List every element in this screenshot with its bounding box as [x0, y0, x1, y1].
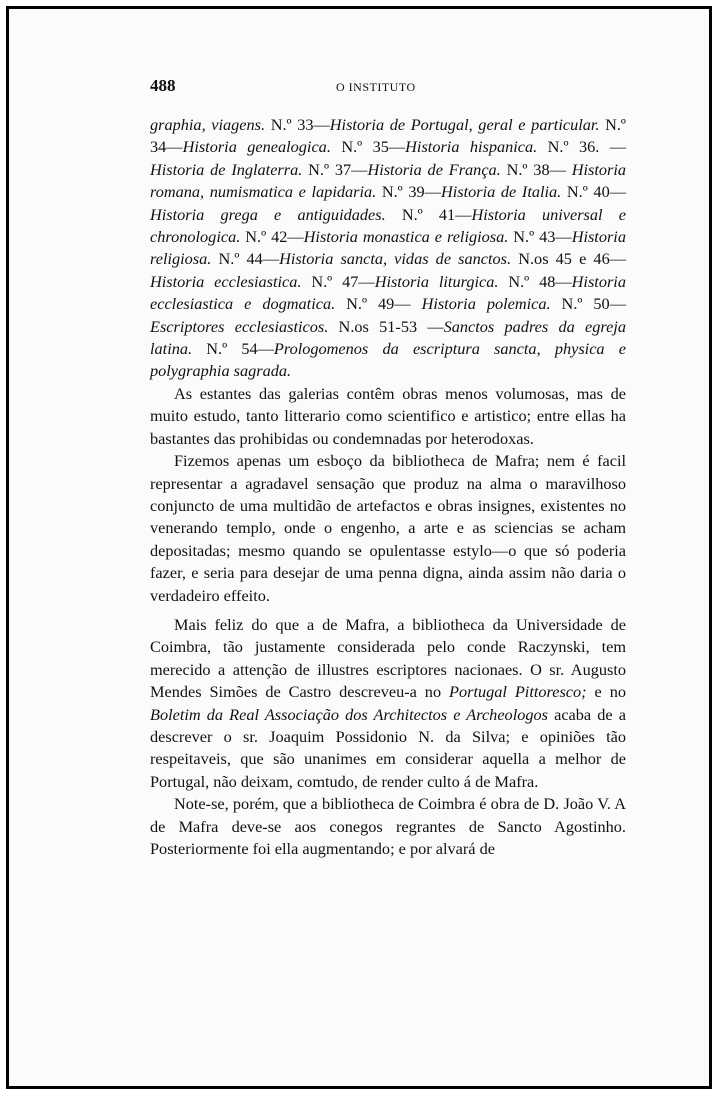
- paragraph-esboco: Fizemos apenas um esboço da bibliotheca de Mafra; nem é facil representar a agradavel sensação que produz na alma o maravilhoso conjuncto de uma multidão de artefactos e obras insignes, existentes no venerando templo, onde o engenho, a arte e as sciencias se acham depositadas; mesmo quando se opulentasse estylo—o que só poderia fazer, e seria para desejar de uma penna digna, ainda assim não daria o verdadeiro effeito.: [150, 451, 626, 605]
- running-title: O INSTITUTO: [336, 80, 416, 94]
- catalog-text: N.º 43—: [508, 227, 572, 247]
- catalog-text: N.os 51-53 —: [328, 316, 444, 336]
- catalog-text: Historia universal e chronologica.: [150, 204, 626, 247]
- paragraph-estantes: As estantes das galerias contêm obras menos volumosas, mas de muito estudo, tanto litterario como scientifico e artistico; entre ellas ha bastantes das prohibidas ou condemnadas por heterodoxas.: [150, 383, 626, 448]
- catalog-text: N.º 40—: [561, 182, 626, 202]
- coimbra-text: Mais feliz do que a de Mafra, a bibliotheca da Universidade de Coimbra, tão justamente considerada pelo conde Raczynski, tem merecido a attenção de illustres escriptores nacionaes. O sr. Augusto Mendes Simões de Castro descreveu-a no: [150, 614, 626, 702]
- catalog-text: N.º 34—: [150, 115, 626, 157]
- catalog-text: N.º 54—: [192, 339, 274, 359]
- catalog-text: N.º 49—: [335, 294, 422, 314]
- catalog-text: N.º 41—: [385, 204, 472, 224]
- catalog-text: Historia sancta, vidas de sanctos.: [279, 249, 512, 269]
- coimbra-text: Boletim da Real Associação dos Architectos e Archeologos: [150, 704, 548, 724]
- catalog-text: Historia de França.: [367, 159, 501, 179]
- catalog-text: Historia ecclesiastica e dogmatica.: [150, 271, 626, 314]
- catalog-text: Historia monastica e religiosa.: [303, 227, 509, 247]
- coimbra-text: e no: [586, 682, 626, 702]
- catalog-text: graphia, viagens.: [150, 115, 266, 134]
- catalog-text: N.º 33—: [265, 115, 330, 134]
- paragraph-note: Note-se, porém, que a bibliotheca de Coimbra é obra de D. João V. A de Mafra deve-se aos conegos regrantes de Sancto Agostinho. Posteriormente foi ella augmentando; e por alvará de: [150, 794, 626, 858]
- catalog-text: Historia de Inglaterra.: [150, 159, 303, 179]
- catalog-text: N.º 35—: [330, 137, 406, 157]
- catalog-text: N.os 45 e 46—: [511, 249, 626, 269]
- catalog-text: Historia hispanica.: [405, 137, 538, 157]
- catalog-text: N.º 42—: [240, 227, 304, 247]
- catalog-text: N.º 36. —: [537, 137, 626, 157]
- catalog-text: Sanctos padres da egreja latina.: [150, 316, 626, 359]
- coimbra-text: acaba de a descrever o sr. Joaquim Possidonio N. da Silva; e opiniões tão respeitaveis, que são unanimes em considerar aquella a melhor de Portugal, não deixam, comtudo, de render culto á de Mafra.: [150, 704, 626, 791]
- catalog-text: Historia ecclesiastica.: [150, 271, 302, 291]
- catalog-text: N.º 50—: [550, 294, 626, 314]
- catalog-text: Historia romana, numismatica e lapidaria.: [150, 159, 626, 202]
- catalog-text: Historia liturgica.: [374, 271, 499, 291]
- catalog-text: Historia de Italia.: [440, 182, 562, 202]
- body-text: [150, 114, 626, 860]
- page-number: 488: [150, 76, 176, 95]
- catalog-paragraph: [150, 114, 626, 383]
- catalog-text: N.º 37—: [302, 159, 368, 179]
- catalog-text: Escriptores ecclesiasticos.: [150, 316, 329, 336]
- catalog-text: N.º 39—: [376, 182, 441, 202]
- catalog-text: Historia polemica.: [421, 294, 551, 314]
- catalog-text: Historia religiosa.: [150, 227, 626, 269]
- catalog-text: Prologomenos da escriptura sancta, physica e polygraphia sagrada.: [150, 339, 626, 381]
- catalog-text: N.º 47—: [301, 271, 375, 291]
- catalog-text: N.º 38—: [500, 159, 572, 179]
- catalog-text: Historia genealogica.: [182, 137, 331, 157]
- catalog-text: Historia grega e antiguidades.: [150, 204, 386, 224]
- paragraph-coimbra: [150, 614, 626, 793]
- catalog-text: Historia de Portugal, geral e particular.: [329, 115, 600, 134]
- running-header: [150, 76, 620, 102]
- catalog-text: N.º 48—: [498, 271, 572, 291]
- coimbra-text: Portugal Pittoresco;: [449, 682, 587, 702]
- catalog-text: N.º 44—: [211, 249, 280, 269]
